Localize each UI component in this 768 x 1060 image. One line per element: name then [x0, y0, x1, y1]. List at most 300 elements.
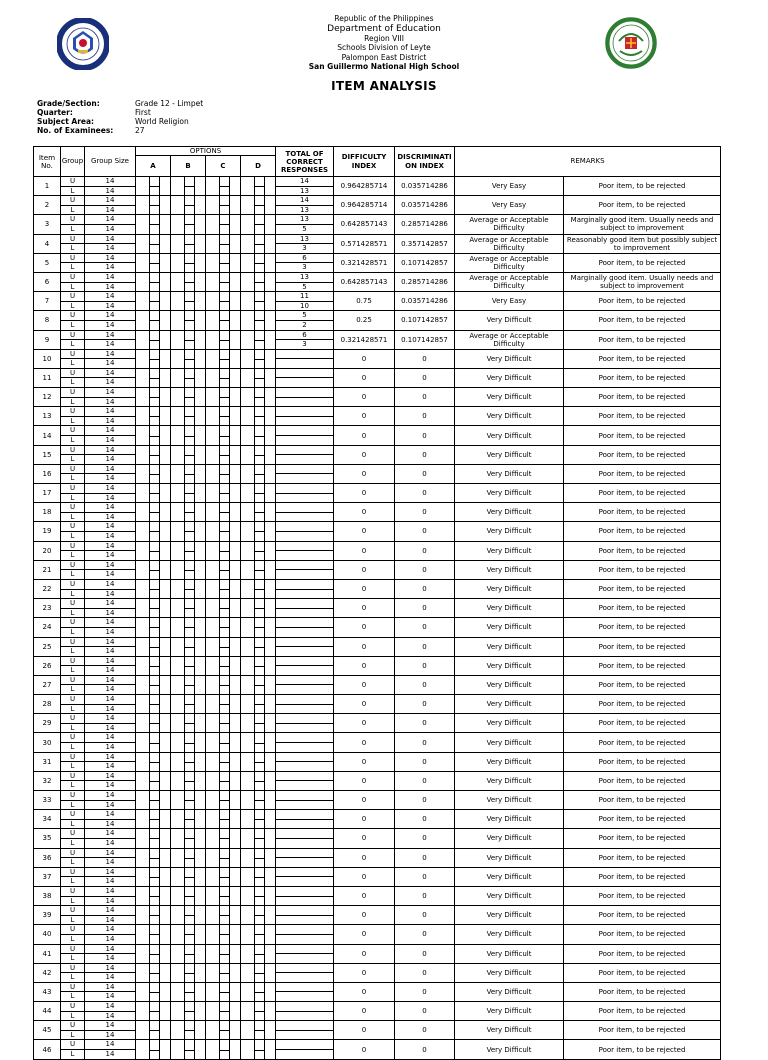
correct-upper: [276, 829, 333, 839]
option-cell[interactable]: [136, 522, 171, 541]
option-cell[interactable]: [171, 253, 206, 272]
option-cell[interactable]: [136, 445, 171, 464]
option-tally-divider: [150, 627, 159, 628]
option-cell[interactable]: [241, 253, 276, 272]
option-cell[interactable]: [206, 829, 241, 848]
option-cell[interactable]: [136, 963, 171, 982]
group-size-upper: 14: [85, 542, 135, 552]
option-cell[interactable]: [171, 464, 206, 483]
option-tally-divider: [255, 531, 264, 532]
option-cell[interactable]: [136, 426, 171, 445]
option-cell[interactable]: [206, 1040, 241, 1059]
total-correct-cell: [276, 407, 334, 426]
group-size-upper: 14: [85, 350, 135, 360]
option-cell[interactable]: [136, 848, 171, 867]
option-cell[interactable]: [241, 196, 276, 215]
correct-upper: 14: [276, 177, 333, 187]
remark: Marginally good item. Usually needs and subject to improvement: [564, 215, 721, 234]
correct-upper: [276, 791, 333, 801]
option-tally-box: [219, 733, 230, 751]
option-tally-divider: [150, 896, 159, 897]
option-cell[interactable]: [171, 599, 206, 618]
option-cell[interactable]: [241, 484, 276, 503]
option-tally-divider: [150, 263, 159, 264]
option-cell[interactable]: [241, 503, 276, 522]
option-cell[interactable]: [136, 388, 171, 407]
difficulty-level: Very Difficult: [455, 522, 564, 541]
group-size-lower: 14: [105, 531, 115, 540]
option-cell[interactable]: [171, 234, 206, 253]
option-cell[interactable]: [241, 848, 276, 867]
option-cell[interactable]: [171, 484, 206, 503]
option-cell[interactable]: [206, 675, 241, 694]
correct-lower: 5: [302, 282, 307, 291]
option-cell[interactable]: [171, 867, 206, 886]
option-cell[interactable]: [241, 388, 276, 407]
difficulty-index: 0: [334, 522, 395, 541]
option-tally-divider: [255, 647, 264, 648]
option-cell[interactable]: [241, 695, 276, 714]
option-cell[interactable]: [241, 771, 276, 790]
option-cell[interactable]: [206, 541, 241, 560]
option-cell[interactable]: [241, 714, 276, 733]
option-cell[interactable]: [171, 906, 206, 925]
option-cell[interactable]: [171, 791, 206, 810]
group-cell: [61, 618, 85, 637]
option-cell[interactable]: [241, 541, 276, 560]
option-cell[interactable]: [171, 695, 206, 714]
option-cell[interactable]: [171, 579, 206, 598]
option-cell[interactable]: [241, 426, 276, 445]
option-cell[interactable]: [241, 177, 276, 196]
option-cell[interactable]: [136, 484, 171, 503]
option-cell[interactable]: [136, 311, 171, 330]
option-cell[interactable]: [206, 637, 241, 656]
group-cell: [61, 1002, 85, 1021]
group-size-cell: [85, 771, 136, 790]
correct-lower: [276, 1050, 333, 1059]
option-cell[interactable]: [171, 656, 206, 675]
difficulty-level: Average or Acceptable Difficulty: [455, 253, 564, 272]
option-cell[interactable]: [171, 292, 206, 311]
option-cell[interactable]: [206, 1002, 241, 1021]
group-lower: L: [70, 934, 75, 943]
option-cell[interactable]: [206, 445, 241, 464]
option-cell[interactable]: [171, 196, 206, 215]
option-cell[interactable]: [241, 810, 276, 829]
difficulty-level: Very Difficult: [455, 560, 564, 579]
option-cell[interactable]: [171, 675, 206, 694]
option-cell[interactable]: [206, 752, 241, 771]
option-cell[interactable]: [206, 234, 241, 253]
option-cell[interactable]: [136, 253, 171, 272]
option-cell[interactable]: [241, 925, 276, 944]
table-row: [34, 867, 721, 886]
option-tally-box: [184, 983, 195, 1001]
option-cell[interactable]: [136, 714, 171, 733]
option-cell[interactable]: [206, 656, 241, 675]
option-cell[interactable]: [206, 272, 241, 291]
option-cell[interactable]: [241, 944, 276, 963]
option-cell[interactable]: [241, 906, 276, 925]
item-number: 11: [34, 368, 61, 387]
group-lower: L: [70, 301, 75, 310]
group-upper: U: [61, 695, 84, 705]
item-number: 21: [34, 560, 61, 579]
option-cell[interactable]: [171, 618, 206, 637]
group-size-cell: [85, 886, 136, 905]
option-cell[interactable]: [241, 1002, 276, 1021]
group-cell: [61, 368, 85, 387]
option-cell[interactable]: [171, 982, 206, 1001]
option-cell[interactable]: [171, 886, 206, 905]
option-cell[interactable]: [136, 982, 171, 1001]
option-tally-divider: [150, 819, 159, 820]
option-cell[interactable]: [206, 714, 241, 733]
option-cell[interactable]: [241, 791, 276, 810]
option-cell[interactable]: [136, 1002, 171, 1021]
group-lower: L: [70, 973, 75, 982]
option-cell[interactable]: [206, 867, 241, 886]
option-cell[interactable]: [241, 407, 276, 426]
group-upper: U: [61, 638, 84, 648]
option-cell[interactable]: [136, 675, 171, 694]
group-size-upper: 14: [85, 638, 135, 648]
option-cell[interactable]: [206, 618, 241, 637]
option-cell[interactable]: [206, 906, 241, 925]
option-tally-divider: [255, 723, 264, 724]
option-cell[interactable]: [171, 541, 206, 560]
group-size-upper: 14: [85, 215, 135, 225]
option-cell[interactable]: [136, 464, 171, 483]
option-cell[interactable]: [136, 196, 171, 215]
group-cell: [61, 522, 85, 541]
option-cell[interactable]: [241, 579, 276, 598]
meta-label: Grade/Section:: [37, 99, 100, 108]
total-correct-cell: [276, 637, 334, 656]
option-cell[interactable]: [206, 253, 241, 272]
option-cell[interactable]: [206, 503, 241, 522]
option-tally-divider: [220, 647, 229, 648]
group-size-cell: [85, 906, 136, 925]
correct-lower: [276, 724, 333, 733]
correct-lower: 5: [302, 224, 307, 233]
option-cell[interactable]: [171, 426, 206, 445]
correct-upper: 13: [276, 215, 333, 225]
option-cell[interactable]: [171, 848, 206, 867]
option-cell[interactable]: [241, 867, 276, 886]
option-cell[interactable]: [241, 886, 276, 905]
option-cell[interactable]: [206, 407, 241, 426]
option-cell[interactable]: [136, 292, 171, 311]
option-cell[interactable]: [136, 925, 171, 944]
group-upper: U: [61, 772, 84, 782]
option-cell[interactable]: [206, 560, 241, 579]
option-cell[interactable]: [136, 944, 171, 963]
option-cell[interactable]: [136, 829, 171, 848]
option-tally-box: [184, 887, 195, 905]
option-cell[interactable]: [241, 272, 276, 291]
option-cell[interactable]: [241, 752, 276, 771]
option-cell[interactable]: [206, 215, 241, 234]
option-cell[interactable]: [136, 1040, 171, 1059]
option-cell[interactable]: [136, 579, 171, 598]
option-cell[interactable]: [136, 637, 171, 656]
option-cell[interactable]: [136, 215, 171, 234]
group-upper: U: [61, 580, 84, 590]
table-row: [34, 733, 721, 752]
option-cell[interactable]: [136, 407, 171, 426]
option-cell[interactable]: [171, 944, 206, 963]
group-upper: U: [61, 868, 84, 878]
total-correct-cell: [276, 272, 334, 291]
option-cell[interactable]: [206, 599, 241, 618]
option-cell[interactable]: [241, 311, 276, 330]
group-cell: [61, 445, 85, 464]
option-cell[interactable]: [241, 330, 276, 349]
option-cell[interactable]: [241, 349, 276, 368]
option-cell[interactable]: [136, 349, 171, 368]
option-cell[interactable]: [206, 963, 241, 982]
option-cell[interactable]: [206, 695, 241, 714]
remark: Poor item, to be rejected: [564, 618, 721, 637]
option-cell[interactable]: [136, 618, 171, 637]
option-cell[interactable]: [241, 560, 276, 579]
option-cell[interactable]: [171, 368, 206, 387]
group-upper: U: [61, 791, 84, 801]
option-cell[interactable]: [171, 177, 206, 196]
option-cell[interactable]: [171, 445, 206, 464]
option-tally-box: [219, 311, 230, 329]
option-cell[interactable]: [206, 426, 241, 445]
option-tally-divider: [255, 627, 264, 628]
difficulty-index: 0: [334, 541, 395, 560]
table-row: [34, 445, 721, 464]
option-cell[interactable]: [136, 906, 171, 925]
option-tally-box: [219, 542, 230, 560]
option-cell[interactable]: [206, 196, 241, 215]
option-tally-divider: [220, 244, 229, 245]
group-cell: [61, 177, 85, 196]
option-cell[interactable]: [241, 656, 276, 675]
option-cell[interactable]: [206, 330, 241, 349]
correct-upper: [276, 369, 333, 379]
difficulty-level: Very Difficult: [455, 311, 564, 330]
option-tally-divider: [150, 877, 159, 878]
option-cell[interactable]: [206, 982, 241, 1001]
option-tally-box: [149, 1040, 160, 1058]
option-cell[interactable]: [241, 445, 276, 464]
group-size-lower: 14: [105, 512, 115, 521]
option-tally-divider: [255, 436, 264, 437]
option-tally-box: [184, 810, 195, 828]
option-cell[interactable]: [171, 272, 206, 291]
difficulty-level: Very Difficult: [455, 829, 564, 848]
option-cell[interactable]: [136, 599, 171, 618]
option-cell[interactable]: [171, 503, 206, 522]
option-cell[interactable]: [171, 330, 206, 349]
option-cell[interactable]: [206, 944, 241, 963]
option-cell[interactable]: [136, 771, 171, 790]
discrimination-index: 0.285714286: [395, 272, 455, 291]
option-tally-divider: [255, 186, 264, 187]
item-number: 17: [34, 484, 61, 503]
option-cell[interactable]: [171, 810, 206, 829]
option-tally-divider: [150, 416, 159, 417]
option-cell[interactable]: [171, 771, 206, 790]
option-tally-box: [219, 1040, 230, 1058]
option-cell[interactable]: [206, 177, 241, 196]
option-cell[interactable]: [136, 560, 171, 579]
difficulty-index: 0: [334, 618, 395, 637]
option-cell[interactable]: [171, 1040, 206, 1059]
option-cell[interactable]: [171, 714, 206, 733]
option-cell[interactable]: [171, 963, 206, 982]
option-cell[interactable]: [241, 963, 276, 982]
option-tally-box: [149, 254, 160, 272]
remark: Poor item, to be rejected: [564, 982, 721, 1001]
option-cell[interactable]: [136, 886, 171, 905]
option-cell[interactable]: [206, 522, 241, 541]
group-cell: [61, 560, 85, 579]
option-cell[interactable]: [206, 579, 241, 598]
option-tally-box: [149, 331, 160, 349]
correct-lower: [276, 1031, 333, 1040]
option-tally-box: [184, 369, 195, 387]
difficulty-level: Very Difficult: [455, 445, 564, 464]
option-tally-box: [184, 580, 195, 598]
option-cell[interactable]: [136, 867, 171, 886]
option-cell[interactable]: [241, 982, 276, 1001]
remark: Poor item, to be rejected: [564, 445, 721, 464]
discrimination-index: 0: [395, 829, 455, 848]
option-cell[interactable]: [136, 177, 171, 196]
option-cell[interactable]: [206, 292, 241, 311]
option-cell[interactable]: [206, 886, 241, 905]
option-cell[interactable]: [206, 810, 241, 829]
group-size-upper: 14: [85, 983, 135, 993]
col-difficulty-label: DIFFICULTY INDEX: [341, 153, 387, 170]
option-cell[interactable]: [206, 484, 241, 503]
group-cell: [61, 407, 85, 426]
option-cell[interactable]: [241, 733, 276, 752]
option-cell[interactable]: [241, 234, 276, 253]
option-cell[interactable]: [136, 503, 171, 522]
option-cell[interactable]: [241, 637, 276, 656]
option-cell[interactable]: [206, 791, 241, 810]
option-cell[interactable]: [171, 925, 206, 944]
option-cell[interactable]: [241, 1040, 276, 1059]
option-cell[interactable]: [206, 311, 241, 330]
option-tally-divider: [255, 551, 264, 552]
correct-lower: [276, 455, 333, 464]
option-cell[interactable]: [206, 733, 241, 752]
option-cell[interactable]: [171, 560, 206, 579]
correct-upper: [276, 676, 333, 686]
option-cell[interactable]: [136, 656, 171, 675]
option-cell[interactable]: [241, 522, 276, 541]
option-cell[interactable]: [206, 464, 241, 483]
option-cell[interactable]: [171, 752, 206, 771]
option-cell[interactable]: [241, 464, 276, 483]
option-cell[interactable]: [136, 234, 171, 253]
option-cell[interactable]: [136, 330, 171, 349]
option-cell[interactable]: [136, 752, 171, 771]
discrimination-index: 0: [395, 579, 455, 598]
group-lower: L: [70, 1011, 75, 1020]
option-tally-divider: [150, 781, 159, 782]
total-correct-cell: [276, 215, 334, 234]
option-cell[interactable]: [136, 272, 171, 291]
option-cell[interactable]: [171, 733, 206, 752]
option-cell[interactable]: [206, 388, 241, 407]
option-cell[interactable]: [171, 1002, 206, 1021]
group-size-upper: 14: [85, 849, 135, 859]
option-tally-box: [184, 868, 195, 886]
option-cell[interactable]: [171, 829, 206, 848]
option-cell[interactable]: [206, 771, 241, 790]
option-cell[interactable]: [171, 407, 206, 426]
group-size-lower: 14: [105, 762, 115, 771]
option-cell[interactable]: [206, 925, 241, 944]
remark: Poor item, to be rejected: [564, 464, 721, 483]
option-tally-divider: [150, 301, 159, 302]
option-cell[interactable]: [241, 292, 276, 311]
group-lower: L: [70, 723, 75, 732]
option-cell[interactable]: [136, 368, 171, 387]
total-correct-cell: [276, 944, 334, 963]
option-cell[interactable]: [171, 215, 206, 234]
difficulty-index: 0: [334, 810, 395, 829]
table-row: [34, 637, 721, 656]
table-row: [34, 234, 721, 253]
group-lower: L: [70, 320, 75, 329]
option-cell[interactable]: [206, 848, 241, 867]
option-cell[interactable]: [241, 599, 276, 618]
group-cell: [61, 579, 85, 598]
option-cell[interactable]: [136, 541, 171, 560]
option-cell[interactable]: [136, 733, 171, 752]
remark: Poor item, to be rejected: [564, 407, 721, 426]
option-cell[interactable]: [136, 810, 171, 829]
option-cell[interactable]: [171, 311, 206, 330]
option-cell[interactable]: [171, 349, 206, 368]
correct-upper: [276, 695, 333, 705]
option-cell[interactable]: [206, 349, 241, 368]
difficulty-level: Very Difficult: [455, 733, 564, 752]
option-cell[interactable]: [241, 618, 276, 637]
difficulty-index: 0: [334, 752, 395, 771]
discrimination-index: 0: [395, 675, 455, 694]
option-cell[interactable]: [241, 368, 276, 387]
difficulty-level: Very Difficult: [455, 791, 564, 810]
remark: Poor item, to be rejected: [564, 963, 721, 982]
option-cell[interactable]: [171, 637, 206, 656]
group-lower: L: [70, 436, 75, 445]
option-tally-divider: [185, 800, 194, 801]
option-tally-divider: [220, 359, 229, 360]
option-cell[interactable]: [136, 695, 171, 714]
option-cell[interactable]: [241, 675, 276, 694]
option-cell[interactable]: [136, 791, 171, 810]
option-tally-divider: [220, 551, 229, 552]
option-cell[interactable]: [241, 829, 276, 848]
option-tally-divider: [185, 570, 194, 571]
option-cell[interactable]: [171, 522, 206, 541]
option-cell[interactable]: [206, 368, 241, 387]
option-cell[interactable]: [241, 215, 276, 234]
option-cell[interactable]: [171, 388, 206, 407]
